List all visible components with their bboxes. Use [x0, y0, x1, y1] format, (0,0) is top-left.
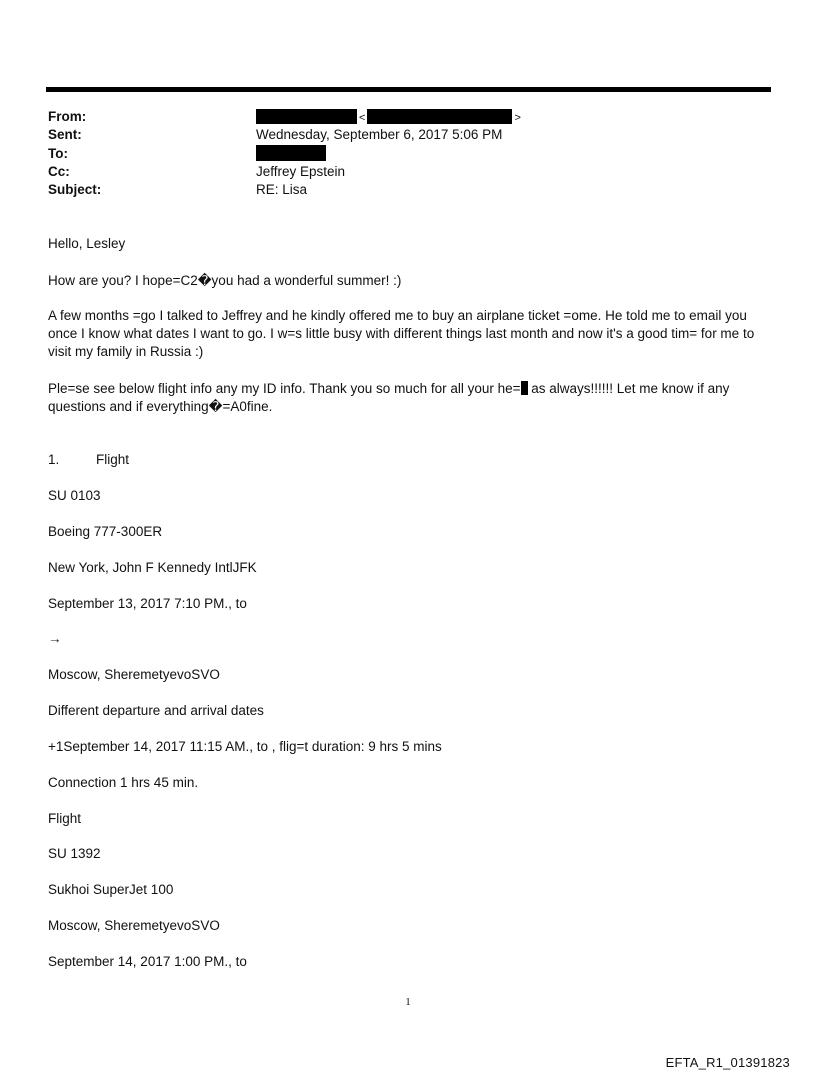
page-number: 1: [405, 996, 411, 1008]
flight2-number: SU 1392: [48, 846, 101, 861]
arrow-icon: →: [48, 631, 62, 646]
subject-value: RE: Lisa: [256, 182, 308, 197]
sent-label: Sent:: [48, 127, 82, 142]
flight2-departure: September 14, 2017 1:00 PM., to: [48, 954, 247, 969]
redacted-sender-name: [256, 109, 357, 124]
document-id: EFTA_R1_01391823: [665, 1055, 790, 1070]
flight1-aircraft: Boeing 777-300ER: [48, 524, 163, 539]
greeting: Hello, Lesley: [48, 236, 126, 251]
flight2-aircraft: Sukhoi SuperJet 100: [48, 882, 174, 897]
subject-label: Subject:: [48, 182, 102, 197]
paragraph-flight-info-part1: Ple=se see below flight info any my ID info. Thank you so much for all your he=: [48, 381, 521, 396]
flight1-arrival: +1September 14, 2017 11:15 AM., to , flig=t duration: 9 hrs 5 mins: [48, 739, 442, 754]
from-open-bracket: <: [359, 112, 366, 124]
from-close-bracket: >: [514, 112, 521, 124]
paragraph-flight-info-part2: as always!!!!!! Let me know if any questions and if everything�=A0fine.: [48, 381, 730, 414]
flight1-departure: September 13, 2017 7:10 PM., to: [48, 596, 247, 611]
connection-info: Connection 1 hrs 45 min.: [48, 775, 199, 790]
list-item-flight: [48, 451, 129, 469]
list-heading: Flight: [96, 452, 130, 467]
how-are-you-line: How are you? I hope=C2�you had a wonderful summer! :): [48, 273, 402, 288]
paragraph-flight-info: [48, 380, 773, 416]
from-label: From:: [48, 109, 87, 124]
flight2-origin: Moscow, SheremetyevoSVO: [48, 918, 220, 933]
sent-value: Wednesday, September 6, 2017 5:06 PM: [256, 127, 503, 142]
redacted-sender-email: [367, 109, 512, 124]
paragraph-ticket-offer: A few months =go I talked to Jeffrey and he kindly offered me to buy an airplane ticket =ome. He told me to email you once I know what dates I want to go. I w=s little busy with different things last month and now it's a good tim= for me to visit my family in Russia :): [48, 308, 755, 359]
redacted-recipient: [256, 145, 326, 161]
cc-value: Jeffrey Epstein: [256, 164, 346, 179]
list-number: 1.: [48, 452, 60, 467]
flight1-number: SU 0103: [48, 488, 101, 503]
from-value: [256, 108, 523, 127]
flight1-origin: New York, John F Kennedy IntlJFK: [48, 560, 257, 575]
redacted-inline-mark: [521, 381, 528, 395]
header-rule: [46, 87, 771, 92]
flight2-heading: Flight: [48, 811, 82, 826]
cc-label: Cc:: [48, 164, 70, 179]
flight1-destination: Moscow, SheremetyevoSVO: [48, 667, 220, 682]
dates-note: Different departure and arrival dates: [48, 703, 264, 718]
to-value: [256, 145, 326, 162]
to-label: To:: [48, 146, 68, 161]
